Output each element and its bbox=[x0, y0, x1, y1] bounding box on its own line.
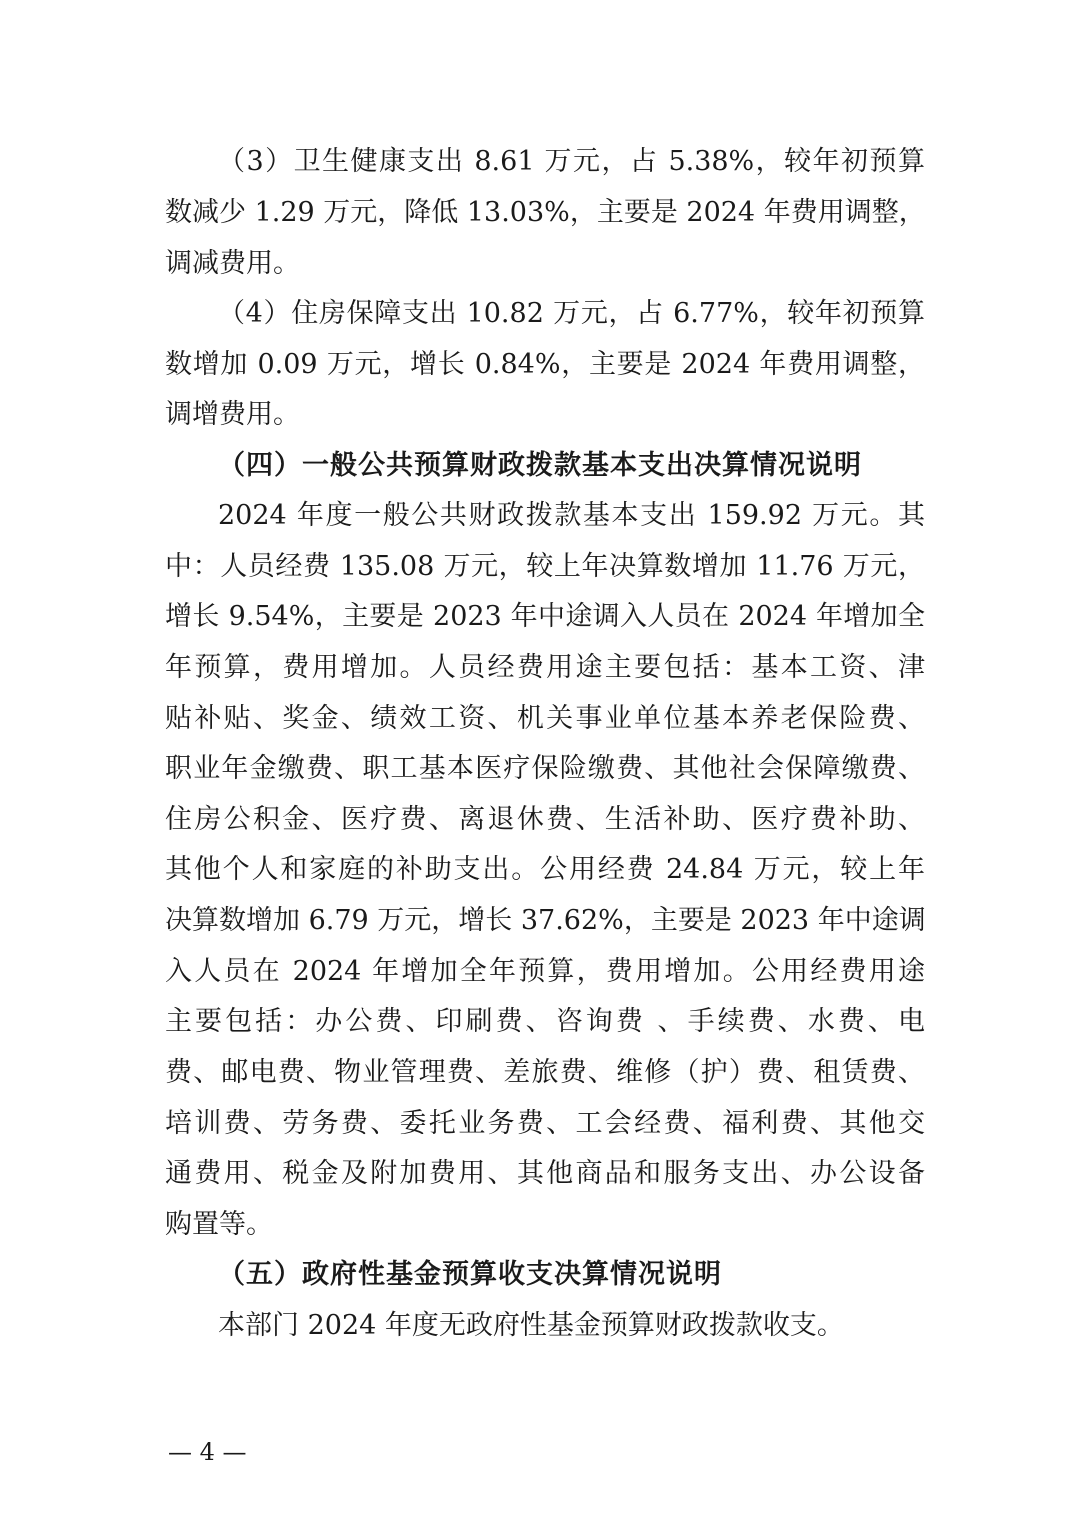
housing-line-1: （4）住房保障支出 10.82 万元，占 6.77%，较年初预算 bbox=[218, 298, 925, 329]
health-line-1: （3）卫生健康支出 8.61 万元，占 5.38%，较年初预算 bbox=[218, 146, 925, 177]
section4-line-14: 通费用、税金及附加费用、其他商品和服务支出、办公设备 bbox=[165, 1158, 925, 1189]
section4-line-2: 中：人员经费 135.08 万元，较上年决算数增加 11.76 万元， bbox=[165, 551, 925, 582]
section4-line-5: 贴补贴、奖金、绩效工资、机关事业单位基本养老保险费、 bbox=[165, 703, 925, 734]
section4-line-10: 入人员在 2024 年增加全年预算，费用增加。公用经费用途 bbox=[165, 956, 925, 987]
section4-line-11: 主要包括：办公费、印刷费、咨询费 、手续费、水费、电 bbox=[165, 1006, 925, 1037]
section4-line-7: 住房公积金、医疗费、离退休费、生活补助、医疗费补助、 bbox=[165, 804, 925, 835]
section4-line-9: 决算数增加 6.79 万元，增长 37.62%，主要是 2023 年中途调 bbox=[165, 905, 926, 936]
housing-line-3: 调增费用。 bbox=[165, 399, 300, 430]
health-line-2: 数减少 1.29 万元，降低 13.03%，主要是 2024 年费用调整， bbox=[165, 197, 926, 228]
section4-line-3: 增长 9.54%，主要是 2023 年中途调入人员在 2024 年增加全 bbox=[165, 601, 925, 632]
health-line-3: 调减费用。 bbox=[165, 248, 300, 279]
section4-line-1: 2024 年度一般公共财政拨款基本支出 159.92 万元。其 bbox=[218, 500, 925, 531]
section4-line-12: 费、邮电费、物业管理费、差旅费、维修（护）费、租赁费、 bbox=[165, 1057, 925, 1088]
housing-line-2: 数增加 0.09 万元，增长 0.84%，主要是 2024 年费用调整， bbox=[165, 349, 925, 380]
section4-heading: （四）一般公共预算财政拨款基本支出决算情况说明 bbox=[218, 450, 862, 481]
section4-line-6: 职业年金缴费、职工基本医疗保险缴费、其他社会保障缴费、 bbox=[165, 753, 925, 784]
page-number: — 4 — bbox=[168, 1438, 247, 1466]
section4-line-15: 购置等。 bbox=[165, 1209, 273, 1240]
section4-line-4: 年预算，费用增加。人员经费用途主要包括：基本工资、津 bbox=[165, 652, 925, 683]
section5-body: 本部门 2024 年度无政府性基金预算财政拨款收支。 bbox=[218, 1310, 844, 1341]
section4-line-13: 培训费、劳务费、委托业务费、工会经费、福利费、其他交 bbox=[165, 1108, 925, 1139]
section5-heading: （五）政府性基金预算收支决算情况说明 bbox=[218, 1259, 722, 1290]
section4-line-8: 其他个人和家庭的补助支出。公用经费 24.84 万元，较上年 bbox=[165, 854, 925, 885]
